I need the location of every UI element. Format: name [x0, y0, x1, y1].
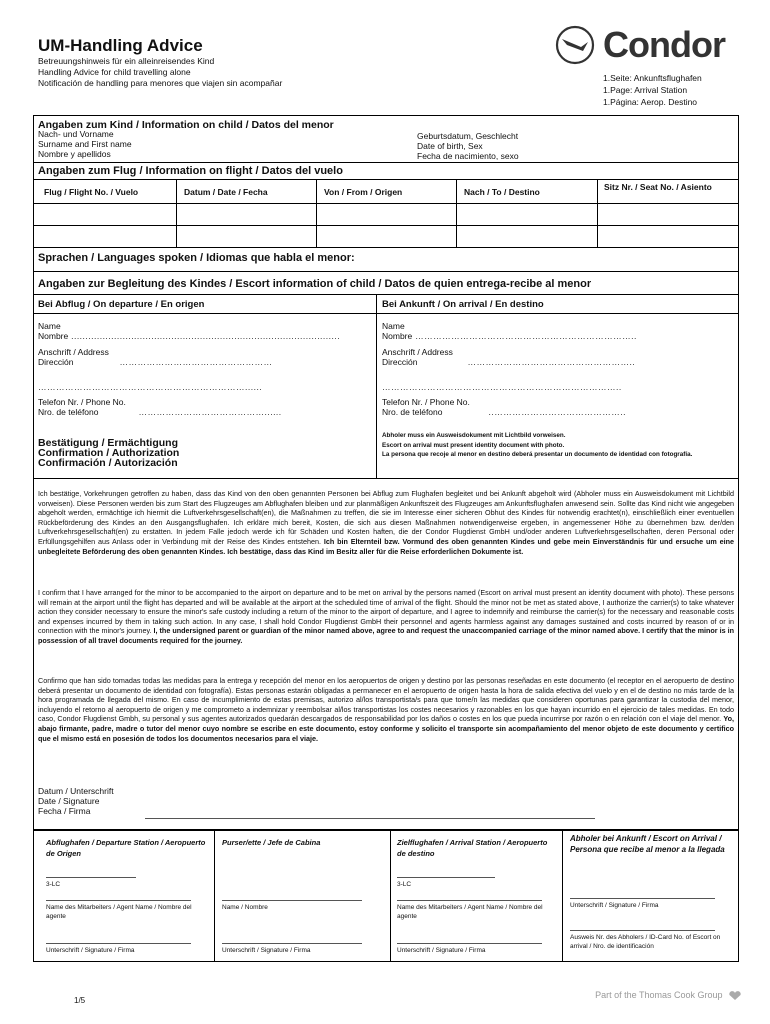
- arr-3lc-label: 3-LC: [397, 881, 412, 888]
- arr-direccion-field[interactable]: Dirección ………………………………………………..: [382, 357, 636, 367]
- seat-cell-1[interactable]: [598, 204, 738, 224]
- condor-bird-icon: [555, 25, 595, 65]
- departure-station-header: Abflughafen / Departure Station / Aeropuerto de Origen: [46, 838, 206, 858]
- departure-heading: Bei Abflug / On departure / En origen: [38, 299, 205, 310]
- parent-signature-line[interactable]: [145, 818, 595, 819]
- from-cell-1[interactable]: [317, 204, 455, 224]
- pickup-notice: Abholer muss ein Ausweisdokument mit Lichtbild vorweisen. Escort on arrival must present identity document with photo. La persona que recoje al menor en destino deberá presentar un documento de identidad con fotografía.: [382, 432, 693, 458]
- flight-no-cell-1[interactable]: [34, 204, 175, 224]
- arrival-heading: Bei Ankunft / On arrival / En destino: [382, 299, 544, 310]
- subtitle-en: Handling Advice for child travelling alone: [38, 67, 191, 77]
- dep-agent-label: Name des Mitarbeiters / Agent Name / Nombre del agente: [46, 904, 192, 920]
- arr-signature-line[interactable]: [397, 943, 542, 944]
- to-cell-2[interactable]: [457, 226, 596, 246]
- dep-address-label: Anschrift / Address: [38, 347, 109, 357]
- seat-cell-2[interactable]: [598, 226, 738, 246]
- dep-agent-line[interactable]: [46, 900, 191, 901]
- subtitle-es: Notificación de handling para menores que viajen sin acompañar: [38, 78, 283, 88]
- dep-phone-label: Telefon Nr. / Phone No.: [38, 397, 126, 407]
- escort-arrival-header: Abholer bei Ankunft / Escort on Arrival / Persona que recibe al menor a la llegada: [570, 834, 725, 854]
- dep-direccion-field[interactable]: Dirección ……………………………………………: [38, 357, 273, 367]
- child-heading: Angaben zum Kind / Information on child / Datos del menor: [38, 119, 334, 131]
- dep-3lc-label: 3-LC: [46, 881, 61, 888]
- arr-agent-label: Name des Mitarbeiters / Agent Name / Nombre del agente: [397, 904, 543, 920]
- flight-no-cell-2[interactable]: [34, 226, 175, 246]
- arr-name-label: Name: [382, 321, 405, 331]
- escort-signature-line[interactable]: [570, 898, 715, 899]
- col-flight-header: Flug / Flight No. / Vuelo: [44, 187, 139, 197]
- arrival-station-header: Zielflughafen / Arrival Station / Aeropuerto de destino: [397, 838, 548, 858]
- col-to-header: Nach / To / Destino: [464, 187, 540, 197]
- from-cell-2[interactable]: [317, 226, 455, 246]
- languages-heading: Sprachen / Languages spoken / Idiomas que habla el menor:: [38, 252, 355, 264]
- dep-signature-label: Unterschrift / Signature / Firma: [46, 947, 135, 954]
- legal-text-de: Ich bestätige, Vorkehrungen getroffen zu haben, dass das Kind von den oben genannten Personen bei Abflug zum Flughafen begleitet und bei Ankunft abgeholt wird (Abholer muss ein Ausweisdokument mit Lichtbild vorweisen). Diese Personen werden bis zum Start des Flugzeuges am Abflughafen bleiben und zur planmäßigen Ankunftszeit des Flugzeuges am Ankunftsflughafen anwesend sein. Sollte das Kind nicht wie angegeben abgeholt werden, ermächtige ich hiermit die Luftverkehrsgesellschaft(en), die Maßnahmen zu treffen, die sie im Interesse einer sicheren Obhut des Kindes für notwendig erachtet(n), einschließlich einer eventuellen Rückbeförderung des Kindes an den Ausgangsflughafen. Ich erkläre mich bereit, Kosten, die sich aus diesen Maßnahmen notwendigerweise ergeben, in angemessener Höhe zu übernehmen bzw. der/den Luftverkehrsgesellschaft(en) zu erstatten. In jedem Falle jedoch werde ich für Schäden und Kosten haften, die der Condor Flugdienst GmbH und/oder anderen Luftverkehrsgesellschaften, deren Personal oder Erfüllungsgehilfen aus Anlass oder in Verbindung mit der Reise des Kindes entstehen. Ich bin Elternteil bzw. Vormund des oben genannten Kindes und gebe mein Einverständnis für und ersuche um eine unbegleitete Beförderung des oben genannten Kindes. Ich bestätige, dass das Kind im Besitz aller für die Reise erforderlichen Dokumente ist.: [38, 489, 735, 556]
- legal-text-es: Confirmo que han sido tomadas todas las medidas para la entrega y recepción del menor en los aeropuertos de origen y destino por las personas reseñadas en este documento (el receptor en el aeropuerto de destino deberá presentar un documento de identidad con fotografía). Estas personas estarán obligadas a permanecer en el aeropuerto de origen hasta la hora de salida efectiva del vuelo y en el de destino no más tarde de la hora programada de llegada del mismo. En caso de incumplimiento de estas premisas, autorizo al/los transportista/s para que tome/n las medidas que consideren oportunas para garantizar la custodia del menor, incluyendo el retorno al aeropuerto de origen y me comprometo a indemnizar y reembolsar al/los transportistas los costes necesarios y razonables en los que hayan incurrido en el ejercicio de tales medidas. En todo caso, Condor Flugdienst Gmbh, su personal y sus agentes autorizados quedarán descargados de responsabilidad por los daños o costes en los que pueda incurrirse por razón o en relación con el viaje del menor. Yo, abajo firmante, padre, madre o tutor del menor cuyo nombre se escribe en este documento, estoy conforme y solicito el transporte sin acompañamiento del menor objeto de este documento y certifico que el mismo está en posesión de todos los documentos necesarios para el viaje.: [38, 676, 735, 743]
- to-cell-1[interactable]: [457, 204, 596, 224]
- date-cell-1[interactable]: [177, 204, 315, 224]
- purser-name-label: Name / Nombre: [222, 904, 268, 911]
- document-title: UM-Handling Advice: [38, 36, 203, 55]
- condor-logo: [555, 25, 730, 65]
- arr-phone-label: Telefon Nr. / Phone No.: [382, 397, 470, 407]
- dep-name-label: Name: [38, 321, 61, 331]
- dep-address-line2[interactable]: ……………………………………………………………......: [38, 382, 263, 392]
- arr-address-label: Anschrift / Address: [382, 347, 453, 357]
- escort-signature-label: Unterschrift / Signature / Firma: [570, 902, 659, 909]
- heart-icon: [728, 991, 742, 1001]
- subtitle-de: Betreuungshinweis für ein alleinreisendes Kind: [38, 56, 215, 66]
- dep-3lc-line[interactable]: [46, 877, 136, 878]
- child-name-label: Nach- und Vorname Surname and First name Nombre y apellidos: [38, 129, 132, 159]
- dep-nombre-field[interactable]: Nombre ..............................................................................................: [38, 331, 341, 341]
- arr-nombre-field[interactable]: Nombre ………………………………………………………………..: [382, 331, 637, 341]
- col-seat-header: Sitz Nr. / Seat No. / Asiento: [604, 182, 712, 192]
- col-from-header: Von / From / Origen: [324, 187, 403, 197]
- legal-text-en: I confirm that I have arranged for the minor to be accompanied to the airport on departure and to be met on arrival by the persons named (Escort on arrival must present an identity document with photo). These persons will remain at the airport until the flight has departed and will be available at the airport at the scheduled time of arrival of the flight. Should the minor not be met as stated above, I authorize the carrier(s) to take whatever action they consider necessary to ensure the minor's safe custody including a return of the minor to the airport of departure, and I agree to indemnify and reimburse the carrier(s) for the necessary and reasonable costs and expenses incurred by them in taking such action. In any case, I shall hold Condor Flugdienst GmbH their personnel and agents harmless against any damages sustained and costs incurred by reason of or in connection with the minor's journey. I, the undersigned parent or guardian of the minor named above, agree to and request the unaccompanied carriage of the minor named above. I certify that the minor is in possession of all travel documents required for the journey.: [38, 588, 734, 645]
- purser-name-line[interactable]: [222, 900, 362, 901]
- arr-telefono-field[interactable]: Nro. de teléfono ..……………………………………..: [382, 407, 626, 417]
- thomas-cook-footer: Part of the Thomas Cook Group: [595, 990, 742, 1001]
- page-info: 1.Seite: Ankunftsflughafen 1.Page: Arrival Station 1.Página: Aerop. Destino: [603, 73, 702, 107]
- page-number: 1/5: [74, 996, 86, 1005]
- col-date-header: Datum / Date / Fecha: [184, 187, 268, 197]
- languages-input[interactable]: [360, 250, 735, 266]
- child-dob-label: Geburtsdatum, Geschlecht Date of birth, Sex Fecha de nacimiento, sexo: [417, 131, 519, 161]
- arr-address-line2[interactable]: ……………………………………………………………………..: [382, 382, 622, 392]
- date-cell-2[interactable]: [177, 226, 315, 246]
- escort-id-label: Ausweis Nr. des Abholers / ID-Card No. of Escort on arrival / Nro. de identificación: [570, 934, 721, 950]
- dep-telefono-field[interactable]: Nro. de teléfono ……………………………………......: [38, 407, 282, 417]
- purser-signature-label: Unterschrift / Signature / Firma: [222, 947, 311, 954]
- escort-heading: Angaben zur Begleitung des Kindes / Escort information of child / Datos de quien entrega-recibe al menor: [38, 278, 592, 290]
- child-info-input[interactable]: [38, 128, 738, 160]
- arr-3lc-line[interactable]: [397, 877, 495, 878]
- logo-wordmark: Condor: [603, 24, 725, 65]
- arr-signature-label: Unterschrift / Signature / Firma: [397, 947, 486, 954]
- escort-id-line[interactable]: [570, 930, 715, 931]
- purser-signature-line[interactable]: [222, 943, 362, 944]
- signature-label: Datum / Unterschrift Date / Signature Fecha / Firma: [38, 786, 114, 816]
- flight-heading: Angaben zum Flug / Information on flight / Datos del vuelo: [38, 165, 343, 177]
- arr-agent-line[interactable]: [397, 900, 542, 901]
- dep-signature-line[interactable]: [46, 943, 191, 944]
- confirmation-heading: Bestätigung / Ermächtigung Confirmation / Authorization Confirmación / Autorización: [38, 437, 180, 469]
- purser-header: Purser/ette / Jefe de Cabina: [222, 838, 321, 847]
